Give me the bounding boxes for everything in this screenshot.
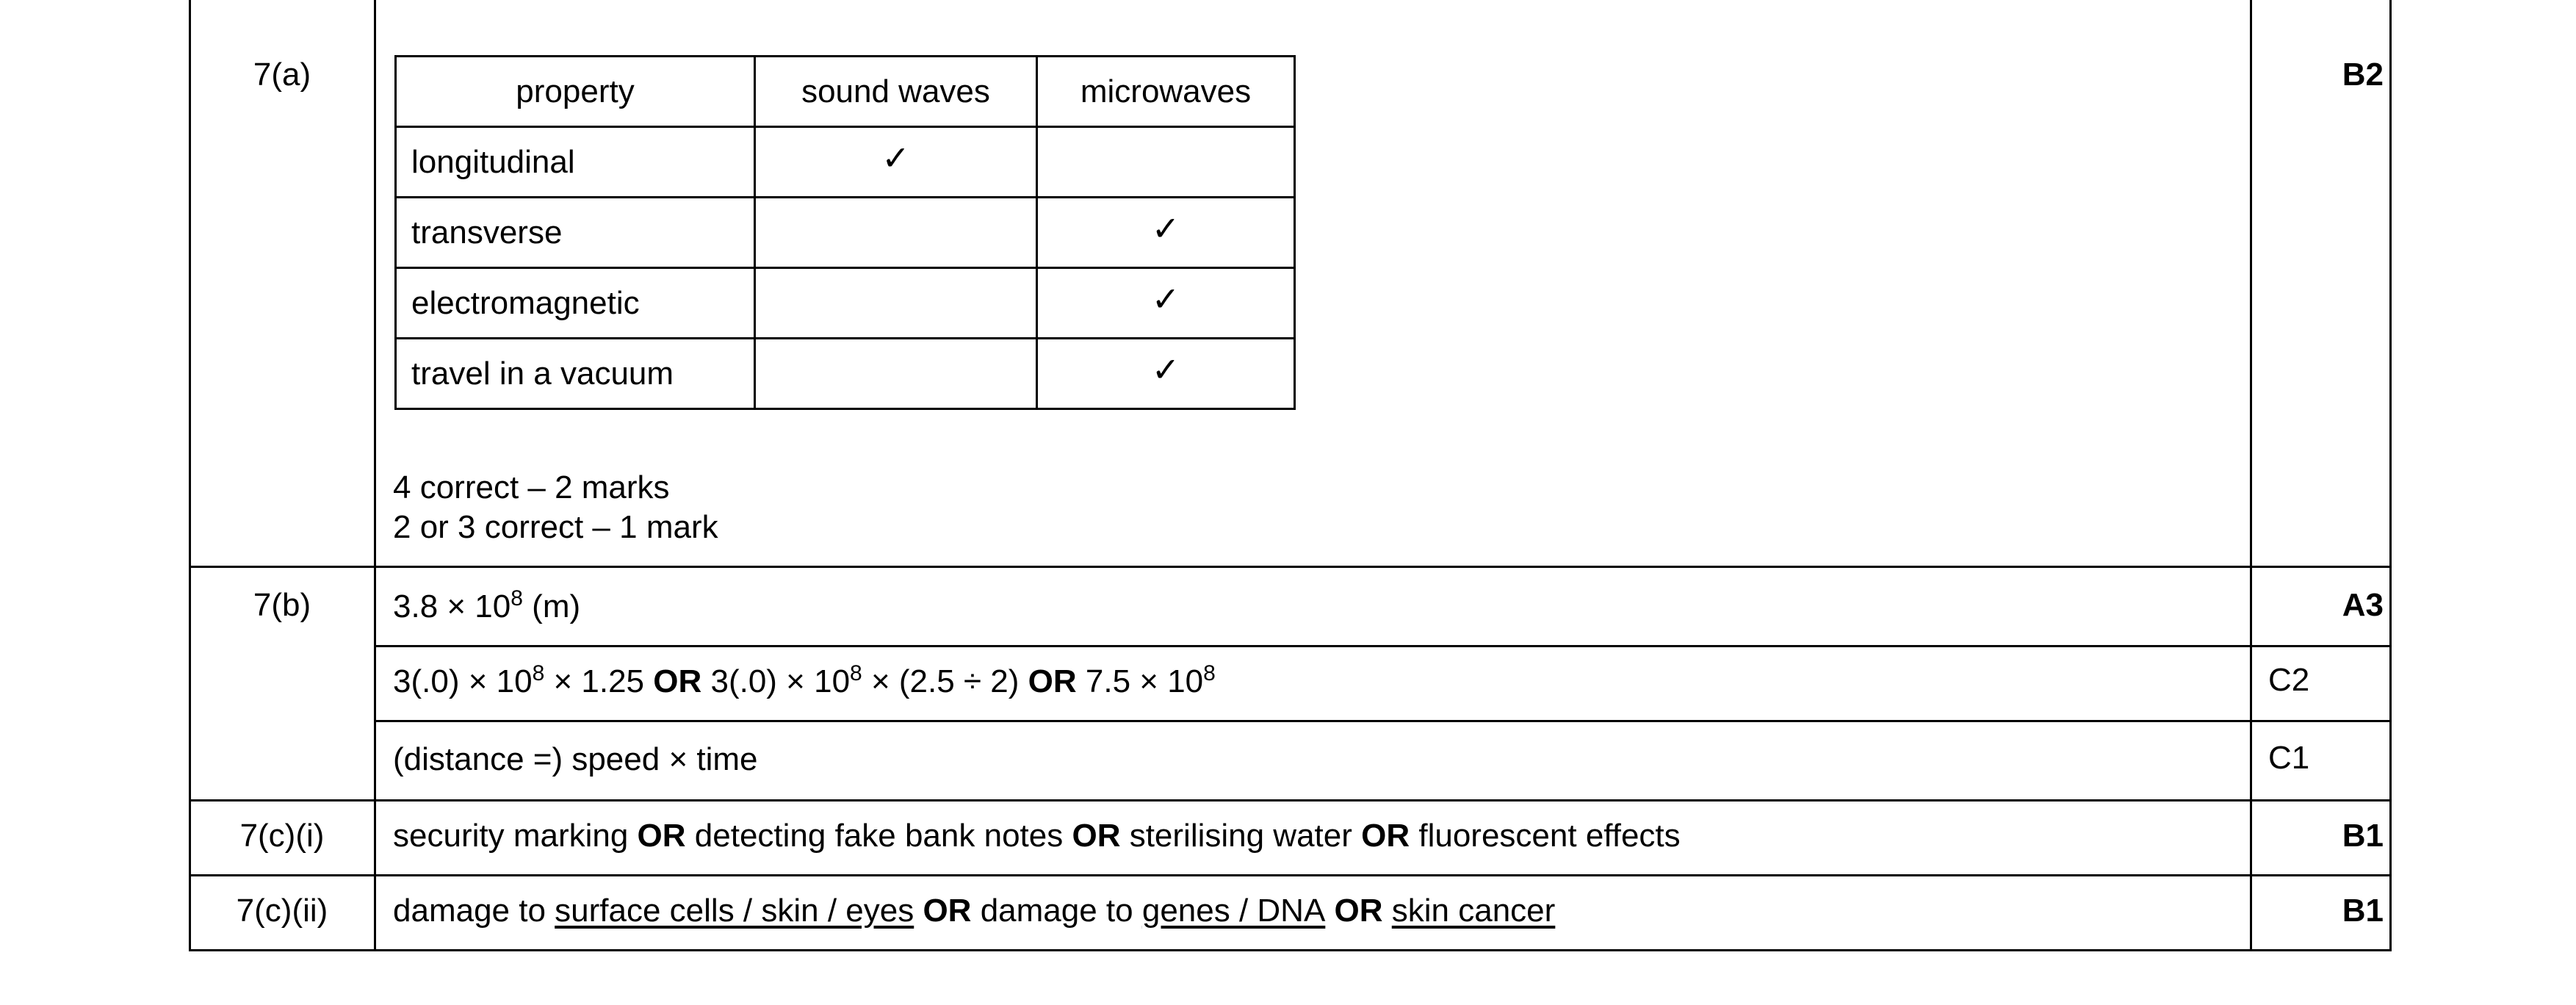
table-border-right xyxy=(2389,0,2392,951)
or-keyword: OR xyxy=(1325,893,1392,929)
empty-cell xyxy=(755,339,1037,409)
tick-icon: ✓ xyxy=(1037,198,1295,268)
answer-text: damage to xyxy=(393,893,555,929)
answer-option: sterilising water xyxy=(1120,818,1362,854)
table-border-bottom xyxy=(189,949,2392,951)
empty-cell xyxy=(755,268,1037,339)
property-transverse: transverse xyxy=(396,198,755,268)
row-divider-7b-step xyxy=(374,720,2392,722)
question-number-7ci: 7(c)(i) xyxy=(239,818,325,854)
mark-7b-c1: C1 xyxy=(2268,740,2310,776)
answer-key-phrase: skin cancer xyxy=(1391,893,1556,929)
calc-part: × 1.25 xyxy=(544,663,654,699)
calc-part: × (2.5 ÷ 2) xyxy=(862,663,1028,699)
table-border-left xyxy=(189,0,191,951)
working-7b-equation: (distance =) speed × time xyxy=(393,741,758,777)
answer-7b-base: 3.8 × 10 xyxy=(393,588,511,624)
empty-cell xyxy=(1037,127,1295,198)
header-sound-waves: sound waves xyxy=(755,57,1037,127)
calc-part: 3(.0) × 10 xyxy=(701,663,851,699)
calc-part: 7.5 × 10 xyxy=(1076,663,1204,699)
row-divider-7b-7ci xyxy=(189,799,2392,802)
mark-7b-c2: C2 xyxy=(2268,662,2310,698)
marking-note-partial: 2 or 3 correct – 1 mark xyxy=(393,509,718,545)
question-number-7cii: 7(c)(ii) xyxy=(236,893,328,929)
question-number-7b: 7(b) xyxy=(253,587,311,623)
table-row xyxy=(396,339,1295,409)
or-keyword: OR xyxy=(1028,663,1077,699)
question-number-7a: 7(a) xyxy=(253,57,311,93)
mark-7a: B2 xyxy=(2342,57,2384,93)
column-divider-question xyxy=(374,0,376,951)
property-longitudinal: longitudinal xyxy=(396,127,755,198)
marking-note-full: 4 correct – 2 marks xyxy=(393,469,670,505)
property-vacuum: travel in a vacuum xyxy=(396,339,755,409)
working-7b-calculation xyxy=(393,663,1216,701)
tick-icon: ✓ xyxy=(755,127,1037,198)
calc-exponent: 8 xyxy=(1203,661,1216,685)
mark-7ci: B1 xyxy=(2342,818,2384,854)
answer-option: detecting fake bank notes xyxy=(685,818,1072,854)
answer-text: damage to xyxy=(980,893,1142,929)
or-keyword: OR xyxy=(637,818,686,854)
wave-properties-table xyxy=(394,55,1296,410)
answer-7cii xyxy=(393,892,1555,930)
answer-7b-exponent: 8 xyxy=(510,586,523,610)
mark-7b: A3 xyxy=(2342,587,2384,623)
header-microwaves: microwaves xyxy=(1037,57,1295,127)
or-keyword: OR xyxy=(914,893,981,929)
row-divider-7ci-7cii xyxy=(189,874,2392,876)
row-divider-7b-answer xyxy=(374,645,2392,647)
answer-option: fluorescent effects xyxy=(1410,818,1681,854)
property-electromagnetic: electromagnetic xyxy=(396,268,755,339)
tick-icon: ✓ xyxy=(1037,339,1295,409)
tick-icon: ✓ xyxy=(1037,268,1295,339)
table-row xyxy=(396,268,1295,339)
answer-key-phrase: surface cells / skin / eyes xyxy=(555,893,914,929)
answer-7b xyxy=(393,588,580,626)
or-keyword: OR xyxy=(653,663,702,699)
calc-exponent: 8 xyxy=(532,661,545,685)
answer-7b-unit: (m) xyxy=(522,588,581,624)
calc-exponent: 8 xyxy=(850,661,862,685)
calc-part: 3(.0) × 10 xyxy=(393,663,533,699)
wave-table-header-row xyxy=(396,57,1295,127)
table-row xyxy=(396,198,1295,268)
empty-cell xyxy=(755,198,1037,268)
answer-7ci xyxy=(393,817,1681,855)
answer-key-phrase: genes / DNA xyxy=(1141,893,1326,929)
row-divider-7a-7b xyxy=(189,566,2392,568)
mark-7cii: B1 xyxy=(2342,893,2384,929)
or-keyword: OR xyxy=(1361,818,1410,854)
or-keyword: OR xyxy=(1072,818,1121,854)
column-divider-marks xyxy=(2250,0,2252,951)
header-property: property xyxy=(396,57,755,127)
answer-option: security marking xyxy=(393,818,638,854)
table-row xyxy=(396,127,1295,198)
